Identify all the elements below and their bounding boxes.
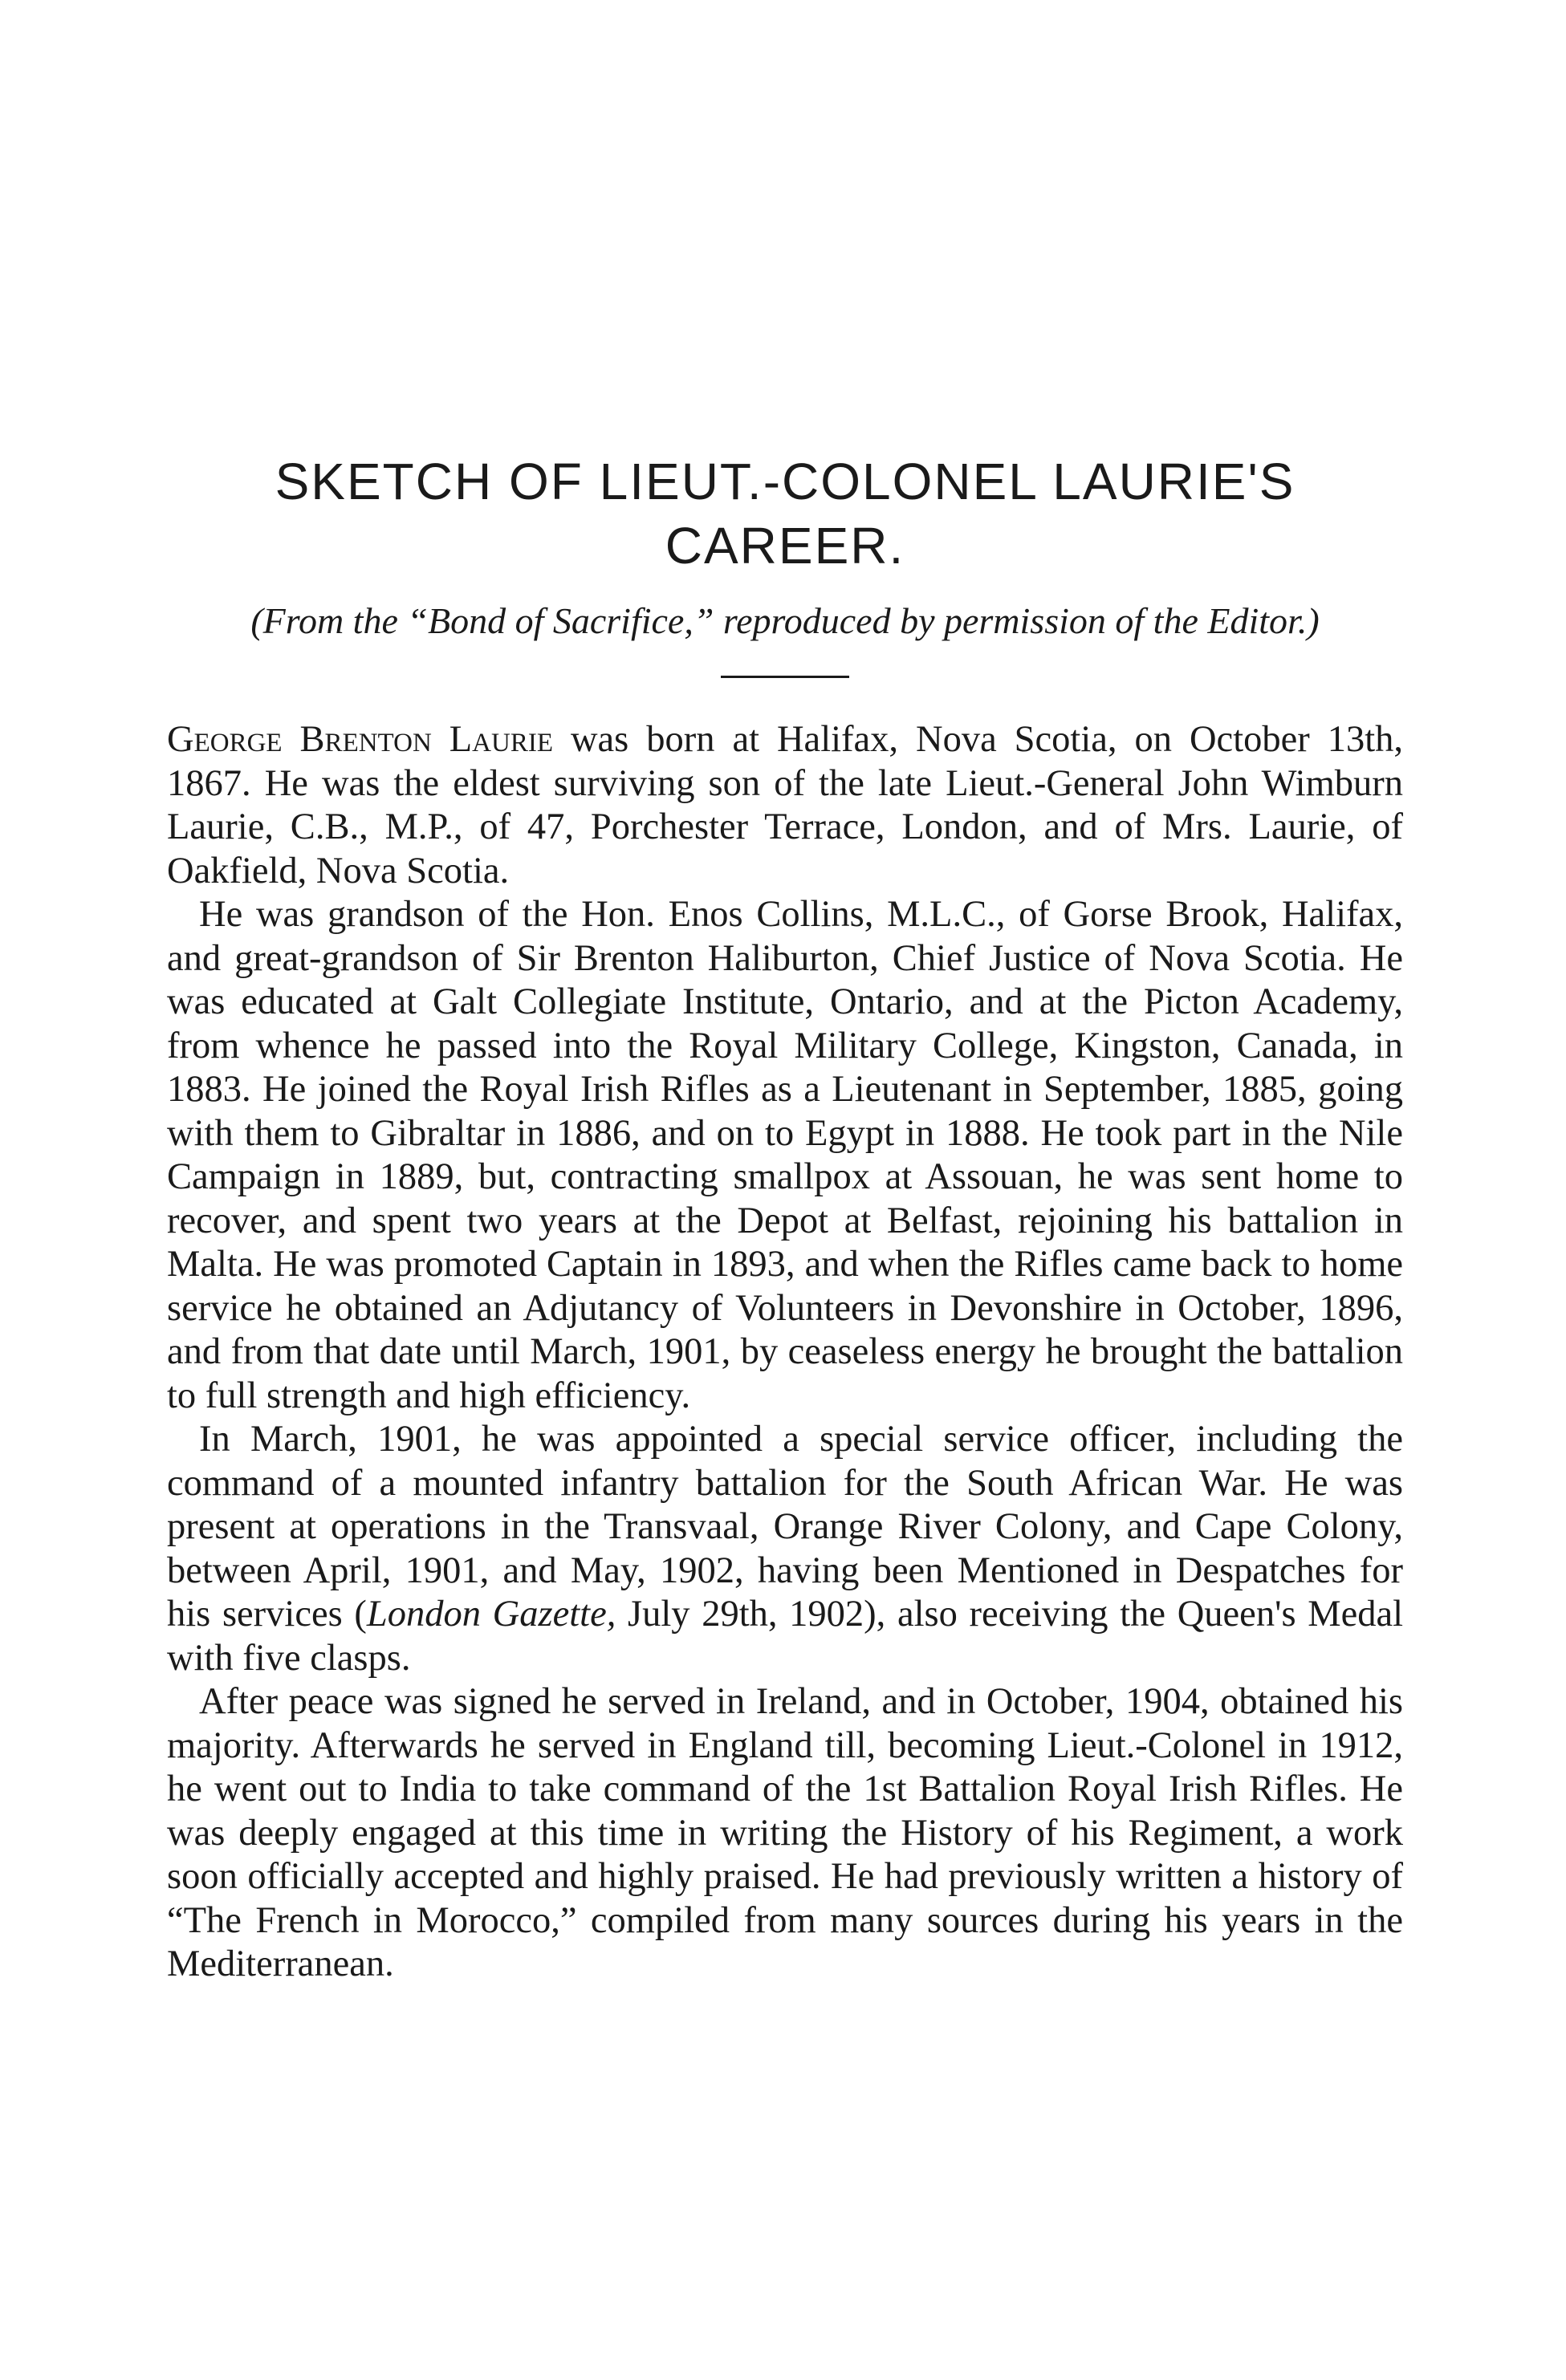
- page-title: [167, 449, 1403, 578]
- paragraph-3: [167, 1418, 1403, 1680]
- paragraph-1-text: was born at Halifax, Nova Scotia, on October 13th, 1867. He was the eldest surviving son of the late Lieut.-General John Wimburn Laurie, C.B., M.P., of 47, Porchester Terrace, London, and of Mrs. Laurie, of Oakfield, Nova Scotia.: [167, 719, 1403, 891]
- gazette-title: London Gazette,: [366, 1594, 616, 1635]
- subtitle-work-title: Bond of Sacrifice,: [427, 600, 694, 641]
- paragraph-4: After peace was signed he served in Ireland, and in October, 1904, obtained his majority. Afterwards he served in England till, becoming Lieut.-Colonel in 1912, he went out to India to take command of the 1st Battalion Royal Irish Rifles. He was deeply engaged at this time in writing the History of his Regiment, a work soon officially accepted and highly praised. He had previously written a history of “The French in Morocco,” compiled from many sources during his years in the Mediterranean.: [167, 1681, 1403, 1984]
- paragraph-3-text-after: July 29th, 1902), also receiving the Queen's Medal with five clasps.: [167, 1594, 1404, 1679]
- paragraph-3-text-before: In March, 1901, he was appointed a special service officer, including the command of a mounted infantry battalion for the South African War. He was present at operations in the Transvaal, Orange River Colony, and Cape Colony, between April, 1901, and May, 1902, having been Mentioned in Despatches for his services (: [167, 1419, 1403, 1635]
- subtitle: [167, 599, 1403, 644]
- paragraph-2: He was grandson of the Hon. Enos Collins, M.L.C., of Gorse Brook, Halifax, and great-grandson of Sir Brenton Haliburton, Chief Justice of Nova Scotia. He was educated at Galt Collegiate Institute, Ontario, and at the Picton Academy, from whence he passed into the Royal Military College, Kingston, Canada, in 1883. He joined the Royal Irish Rifles as a Lieutenant in September, 1885, going with them to Gibraltar in 1886, and on to Egypt in 1888. He took part in the Nile Campaign in 1889, but, contracting smallpox at Assouan, he was sent home to recover, and spent two years at the Depot at Belfast, rejoining his battalion in Malta. He was promoted Captain in 1893, and when the Rifles came back to home service he obtained an Adjutancy of Volunteers in Devonshire in October, 1896, and from that date until March, 1901, by ceaseless energy he brought the battalion to full strength and high efficiency.: [167, 894, 1403, 1416]
- paragraph-1: [167, 718, 1403, 893]
- subtitle-close: ” reproduced by permission of the Editor.): [693, 600, 1320, 641]
- title-line-1: SKETCH OF LIEUT.-COLONEL LAURIE'S: [275, 453, 1296, 510]
- document-page: [167, 449, 1403, 1987]
- subtitle-open: (From the “: [250, 600, 428, 641]
- section-divider: [721, 676, 849, 678]
- title-line-2: CAREER.: [665, 517, 905, 575]
- subject-name: George Brenton Laurie: [167, 719, 553, 760]
